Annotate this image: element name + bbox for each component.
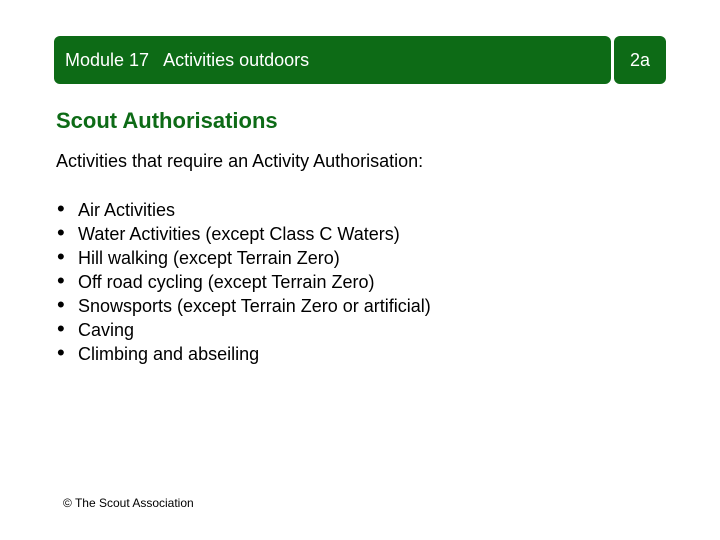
activity-label: Snowsports (except Terrain Zero or artificial) [78,296,431,316]
slide-number-badge [614,36,666,84]
copyright-footer: © The Scout Association [63,496,194,510]
list-item [56,197,431,221]
bullet-icon: • [57,316,65,341]
list-item [56,221,431,245]
module-header-bar [54,36,611,84]
module-title: Module 17 Activities outdoors [65,49,310,70]
activity-label: Climbing and abseiling [78,344,260,364]
intro-text: Activities that require an Activity Authorisation: [56,151,424,171]
activity-label: Water Activities (except Class C Waters) [78,224,400,244]
list-item [56,245,431,269]
bullet-icon: • [57,340,65,365]
activity-label: Air Activities [78,200,176,220]
section-title: Scout Authorisations [56,108,278,133]
activity-label: Caving [78,320,135,340]
list-item [56,341,431,365]
activity-list [56,197,431,365]
bullet-icon: • [57,268,65,293]
list-item [56,317,431,341]
list-item [56,269,431,293]
bullet-icon: • [57,244,65,269]
activity-label: Hill walking (except Terrain Zero) [78,248,340,268]
list-item [56,293,431,317]
bullet-icon: • [57,220,65,245]
activity-label: Off road cycling (except Terrain Zero) [78,272,375,292]
slide-number: 2a [629,49,651,70]
bullet-icon: • [57,196,65,221]
bullet-icon: • [57,292,65,317]
